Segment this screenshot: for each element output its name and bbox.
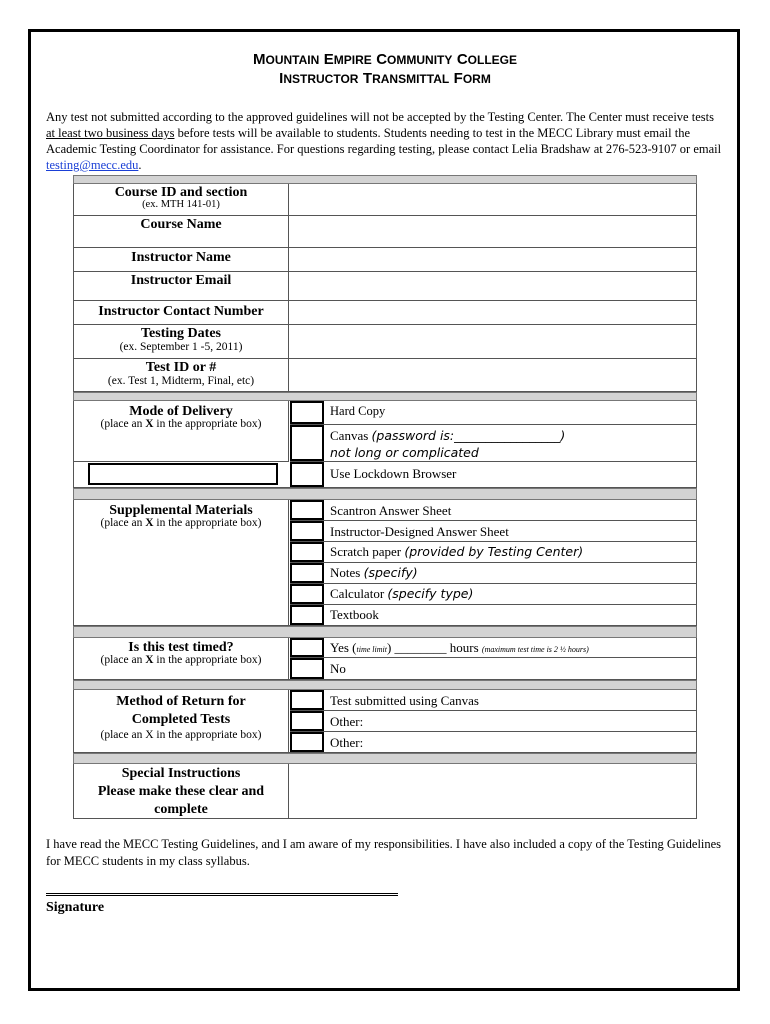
calculator-label: Calculator (specify type) — [330, 586, 474, 601]
scratch-paper-label: Scratch paper (provided by Testing Center) — [330, 544, 584, 559]
special-instructions-label: Special Instructions Please make these clear and complete — [97, 766, 265, 817]
option-calculator[interactable] — [290, 584, 696, 605]
form-title-line1: MOUNTAIN EMPIRE COMMUNITY COLLEGE — [252, 51, 518, 68]
course-name-row[interactable] — [73, 216, 697, 248]
timed-no-checkbox[interactable] — [290, 658, 324, 679]
option-timed-yes[interactable] — [290, 638, 696, 658]
test-id-example: (ex. Test 1, Midterm, Final, etc) — [107, 375, 255, 387]
instructor-name-label: Instructor Name — [131, 250, 231, 265]
scratch-paper-checkbox[interactable] — [290, 542, 324, 562]
special-instructions-row[interactable] — [73, 764, 697, 819]
mode-of-delivery-instruction: (place an X in the appropriate box) — [100, 418, 262, 430]
scantron-checkbox[interactable] — [290, 500, 324, 520]
course-id-example: (ex. MTH 141-01) — [142, 199, 220, 210]
instructor-contact-row[interactable] — [73, 301, 697, 325]
return-other1-label: Other: — [330, 714, 364, 729]
return-canvas-checkbox[interactable] — [290, 690, 324, 710]
course-id-label: Course ID and section — [114, 185, 248, 200]
signature-label: Signature — [46, 900, 105, 915]
course-id-row[interactable] — [73, 184, 697, 216]
timed-instruction: (place an X in the appropriate box) — [100, 654, 262, 666]
option-notes[interactable] — [290, 563, 696, 584]
table-separator — [73, 680, 697, 690]
canvas-checkbox[interactable] — [290, 425, 324, 461]
lockdown-checkbox[interactable] — [290, 462, 324, 487]
intro-paragraph: Any test not submitted according to the approved guidelines will not be accepted by the Testing Center. The Center must receive tests at least two business days before tests will be available to students. Students needing to test in the MECC Library must email the Academic Testing Coordinator for assistance. For questions regarding testing, please contact Lelia Bradshaw at 276-523-9107 or email testing@mecc.edu. — [46, 110, 722, 172]
mode-of-delivery-label: Mode of Delivery — [129, 404, 233, 419]
table-separator — [73, 626, 697, 638]
instructor-email-row[interactable] — [73, 272, 697, 301]
intro-emphasis: at least two business days — [46, 126, 175, 140]
testing-dates-row[interactable] — [73, 325, 697, 359]
supplemental-materials-label: Supplemental Materials — [109, 503, 253, 518]
instructor-name-row[interactable] — [73, 248, 697, 272]
return-other1-checkbox[interactable] — [290, 711, 324, 731]
timed-no-label: No — [330, 661, 346, 676]
notes-label: Notes (specify) — [330, 565, 418, 580]
return-method-label: Method of Return for Completed Tests — [116, 694, 246, 727]
option-timed-no[interactable] — [290, 658, 696, 679]
return-canvas-label: Test submitted using Canvas — [330, 693, 479, 708]
notes-checkbox[interactable] — [290, 563, 324, 583]
hard-copy-label: Hard Copy — [330, 404, 386, 418]
instructor-email-label: Instructor Email — [130, 273, 232, 288]
option-instructor-sheet[interactable] — [290, 521, 696, 542]
textbook-label: Textbook — [330, 607, 379, 622]
form-title-line2: INSTRUCTOR TRANSMITTAL FORM — [279, 70, 491, 87]
course-name-label: Course Name — [140, 217, 222, 232]
return-other2-checkbox[interactable] — [290, 732, 324, 752]
calculator-checkbox[interactable] — [290, 584, 324, 604]
instructor-contact-label: Instructor Contact Number — [98, 304, 264, 319]
supplemental-materials-section — [73, 500, 697, 626]
testing-email-link[interactable]: testing@mecc.edu — [46, 158, 139, 172]
table-separator — [73, 488, 697, 500]
option-canvas[interactable] — [290, 425, 696, 462]
hard-copy-checkbox[interactable] — [290, 401, 324, 424]
table-separator — [73, 175, 697, 184]
table-separator — [73, 753, 697, 764]
test-id-row[interactable] — [73, 359, 697, 392]
return-other2-label: Other: — [330, 735, 364, 750]
return-method-section — [73, 690, 697, 753]
supplemental-materials-instruction: (place an X in the appropriate box) — [100, 517, 262, 529]
return-method-instruction: (place an X in the appropriate box) — [100, 729, 262, 741]
option-return-other-1[interactable] — [290, 711, 696, 732]
testing-dates-example: (ex. September 1 -5, 2011) — [119, 341, 243, 353]
option-return-other-2[interactable] — [290, 732, 696, 752]
lockdown-label: Use Lockdown Browser — [330, 466, 457, 481]
scantron-label: Scantron Answer Sheet — [330, 503, 452, 518]
signature-line[interactable] — [46, 893, 398, 896]
timed-yes-label: Yes (time limit) ________ hours (maximum test time is 2 ½ hours) — [330, 640, 589, 655]
option-hard-copy[interactable] — [290, 401, 696, 425]
option-textbook[interactable] — [290, 605, 696, 625]
timed-section — [73, 638, 697, 680]
option-scratch-paper[interactable] — [290, 542, 696, 563]
table-separator — [73, 392, 697, 401]
textbook-checkbox[interactable] — [290, 605, 324, 625]
instructor-sheet-checkbox[interactable] — [290, 521, 324, 541]
timed-label: Is this test timed? — [128, 640, 234, 655]
option-lockdown[interactable] — [290, 462, 696, 487]
testing-dates-label: Testing Dates — [141, 326, 221, 341]
instructor-sheet-label: Instructor-Designed Answer Sheet — [330, 524, 509, 539]
lockdown-blank-field[interactable] — [88, 463, 278, 485]
acknowledgement-text: I have read the MECC Testing Guidelines, and I am aware of my responsibilities. I have also included a copy of the Testing Guidelines for MECC students in my class syllabus. — [46, 837, 722, 868]
option-return-canvas[interactable] — [290, 690, 696, 711]
canvas-label: Canvas (password is:_________________) not long or complicated — [330, 428, 566, 460]
timed-yes-checkbox[interactable] — [290, 638, 324, 657]
test-id-label: Test ID or # — [145, 360, 217, 375]
option-scantron[interactable] — [290, 500, 696, 521]
